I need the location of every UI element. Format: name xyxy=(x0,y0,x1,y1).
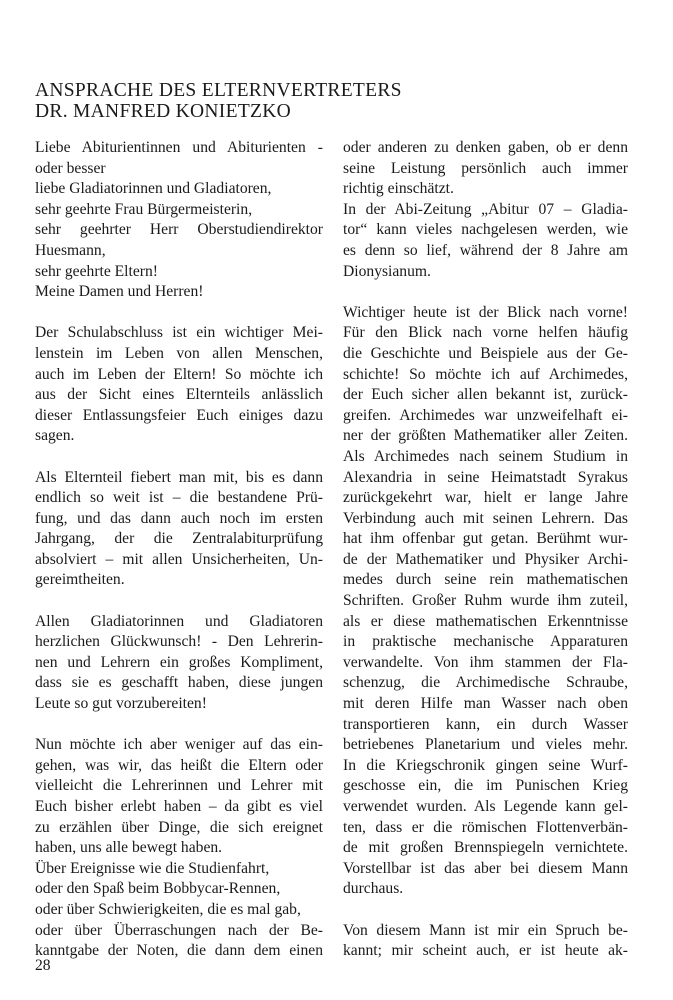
paragraph xyxy=(35,138,323,303)
text-line: Dionysianum. xyxy=(343,262,431,280)
text-line: kanntgabe der Noten, die dann dem einen xyxy=(35,942,323,960)
text-line: Über Ereignisse wie die Studienfahrt, xyxy=(35,859,270,877)
text-line: Verbindung auch mit seinen Lehrern. Das xyxy=(343,509,628,527)
text-line: auch im Leben der Eltern! So möchte ich xyxy=(35,365,323,383)
text-line: verwendet wurden. Als Legende kann gel- xyxy=(343,798,628,815)
text-line: Als Elternteil fiebert man mit, bis es dann xyxy=(35,468,323,486)
text-line: absolviert – mit allen Unsicherheiten, Un- xyxy=(35,550,323,568)
text-line: Der Schulabschluss ist ein wichtiger Mei- xyxy=(35,324,323,342)
text-line: Liebe Abiturientinnen und Abiturienten - xyxy=(35,139,323,156)
text-line: Von diesem Mann ist mir ein Spruch be- xyxy=(343,921,628,939)
text-line: Schriften. Großer Ruhm wurde ihm zuteil, xyxy=(343,592,628,610)
text-line: richtig einschätzt. xyxy=(343,180,454,198)
text-line: geschosse ein, die im Punischen Krieg xyxy=(343,777,628,795)
text-line: zu erzählen über Dinge, die sich ereignet xyxy=(35,818,323,836)
text-line: Nun möchte ich aber weniger auf das ein- xyxy=(35,736,323,754)
text-line: tor“ kann vieles nachgelesen werden, wie xyxy=(343,221,628,239)
text-line: aus der Sicht eines Elternteils anlässlich xyxy=(35,386,323,404)
text-line: haben, uns alle bewegt haben. xyxy=(35,839,223,857)
text-line: dass sie es geschafft haben, diese jungen xyxy=(35,674,323,692)
text-line: Alexandria in seine Heimatstadt Syrakus xyxy=(343,468,628,486)
text-line: Als Archimedes nach seinem Studium in xyxy=(343,447,628,465)
paragraph xyxy=(343,921,628,962)
text-line: Leute so gut vorzubereiten! xyxy=(35,695,207,713)
text-line: Meine Damen und Herren! xyxy=(35,283,204,301)
paragraph xyxy=(343,303,628,900)
text-line: gehen, was wir, das heißt die Eltern oder xyxy=(35,756,323,774)
text-line: schichte! So möchte ich auf Archimedes, xyxy=(343,365,628,383)
text-line: ten, dass er die römischen Flottenverbän- xyxy=(343,818,628,836)
text-line: ner der größten Mathematiker aller Zeiten. xyxy=(343,427,628,445)
text-line: gereimtheiten. xyxy=(35,571,125,589)
text-line: fung, und das dann auch noch im ersten xyxy=(35,509,323,527)
text-line: nen und Lehrern ein großes Kompliment, xyxy=(35,653,323,671)
text-line: seine Leistung persönlich auch immer xyxy=(343,159,628,177)
text-line: liebe Gladiatorinnen und Gladiatoren, xyxy=(35,180,272,198)
text-line: sehr geehrte Eltern! xyxy=(35,262,158,280)
text-line: Vorstellbar ist das aber bei diesem Mann xyxy=(343,859,628,877)
text-line: sagen. xyxy=(35,427,75,445)
text-line: oder besser xyxy=(35,159,106,177)
text-line: sehr geehrte Frau Bürgermeisterin, xyxy=(35,200,253,218)
text-line: es denn so lief, während der 8 Jahre am xyxy=(343,241,628,259)
paragraph xyxy=(35,735,323,962)
text-line: durchaus. xyxy=(343,880,404,898)
text-line: oder über Schwierigkeiten, die es mal gab, xyxy=(35,900,301,918)
text-line: In der Abi-Zeitung „Abitur 07 – Gladia- xyxy=(343,200,628,218)
left-text-column xyxy=(35,138,323,962)
text-line: schenzug, die Archimedische Schraube, xyxy=(343,674,628,692)
text-line: kannt; mir scheint auch, er ist heute ak- xyxy=(343,942,628,960)
text-line: hat ihm offenbar gut getan. Berühmt wur- xyxy=(343,530,628,548)
paragraph xyxy=(343,138,628,282)
text-line: herzlichen Glückwunsch! - Den Lehrerin- xyxy=(35,633,323,651)
paragraph xyxy=(35,323,323,447)
text-line: transportieren kann, ein durch Wasser xyxy=(343,715,628,733)
text-line: lenstein im Leben von allen Menschen, xyxy=(35,344,323,362)
text-line: oder den Spaß beim Bobbycar-Rennen, xyxy=(35,880,281,898)
article-heading xyxy=(35,80,595,122)
text-line: Huesmann, xyxy=(35,241,106,259)
heading-line-2: DR. MANFRED KONIETZKO xyxy=(35,101,292,122)
text-line: endlich so weit ist – die bestandene Prü- xyxy=(35,489,323,507)
text-line: Jahrgang, der die Zentralabiturprüfung xyxy=(35,530,323,548)
text-line: zurückgekehrt war, hielt er lange Jahre xyxy=(343,489,628,507)
paragraph xyxy=(35,612,323,715)
page-number: 28 xyxy=(35,957,51,974)
text-line: Wichtiger heute ist der Blick nach vorne! xyxy=(343,303,628,321)
text-line: mit deren Hilfe man Wasser nach oben xyxy=(343,695,628,713)
heading-line-1: ANSPRACHE DES ELTERNVERTRETERS xyxy=(35,80,402,101)
text-line: Allen Gladiatorinnen und Gladiatoren xyxy=(35,612,323,630)
text-line: als er diese mathematischen Erkenntnisse xyxy=(343,612,628,630)
text-line: betriebenes Planetarium und vieles mehr. xyxy=(343,736,628,754)
text-line: oder über Überraschungen nach der Be- xyxy=(35,921,323,939)
text-line: der Euch sicher allen bekannt ist, zurück- xyxy=(343,386,628,404)
text-line: vielleicht die Lehrerinnen und Lehrer mit xyxy=(35,777,323,795)
text-line: Für den Blick nach vorne helfen häufig xyxy=(343,324,628,342)
text-line: oder anderen zu denken gaben, ob er denn xyxy=(343,139,628,156)
text-line: greifen. Archimedes war unzweifelhaft ei- xyxy=(343,406,628,424)
text-line: de der Mathematiker und Physiker Archi- xyxy=(343,550,628,568)
text-line: In die Kriegschronik gingen seine Wurf- xyxy=(343,756,628,774)
text-line: in praktische mechanische Apparaturen xyxy=(343,633,628,651)
text-line: dieser Entlassungsfeier Euch einiges dazu xyxy=(35,406,323,424)
text-line: medes durch seine rein mathematischen xyxy=(343,571,628,589)
text-line: sehr geehrter Herr Oberstudiendirektor xyxy=(35,221,323,239)
text-line: die Geschichte und Beispiele aus der Ge- xyxy=(343,344,628,362)
paragraph xyxy=(35,468,323,592)
right-text-column xyxy=(343,138,628,962)
text-line: verwandelte. Von ihm stammen der Fla- xyxy=(343,653,628,671)
text-line: de mit großen Brennspiegeln vernichtete. xyxy=(343,839,628,857)
text-line: Euch bisher erlebt haben – da gibt es viel xyxy=(35,798,323,815)
